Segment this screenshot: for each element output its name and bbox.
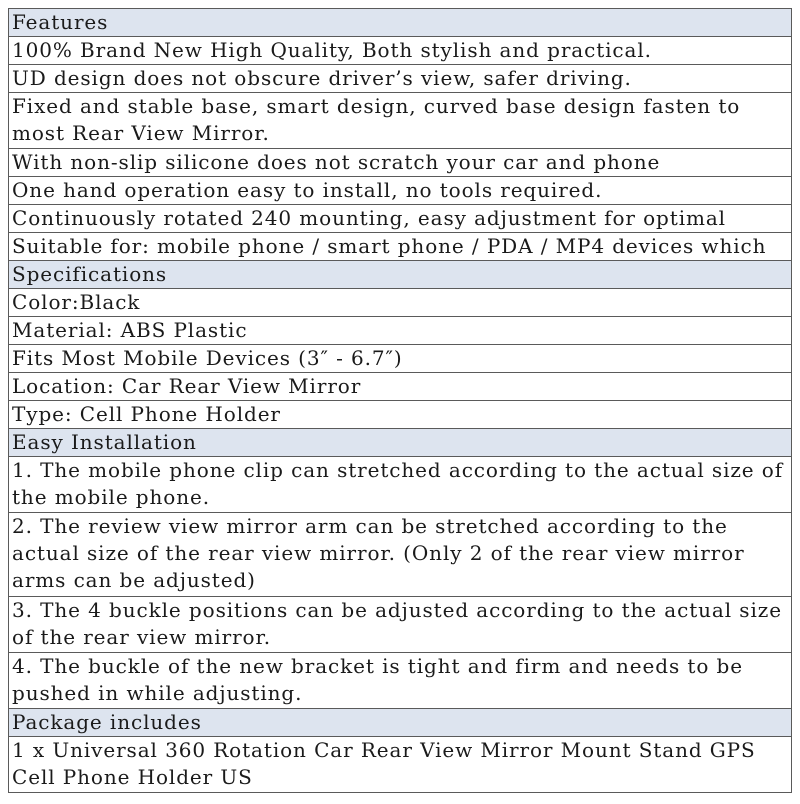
section-heading-package-includes: Package includes xyxy=(8,709,792,737)
installation-step: 3. The 4 buckle positions can be adjusted according to the actual size of the rear view mirror. xyxy=(8,597,792,653)
spec-item: Location: Car Rear View Mirror xyxy=(8,373,792,401)
feature-item: UD design does not obscure driver’s view, safer driving. xyxy=(8,65,792,93)
feature-item: Continuously rotated 240 mounting, easy adjustment for optimal xyxy=(8,205,792,233)
product-info-table xyxy=(8,8,792,793)
spec-item: Material: ABS Plastic xyxy=(8,317,792,345)
spec-item: Fits Most Mobile Devices (3″ - 6.7″) xyxy=(8,345,792,373)
feature-item: 100% Brand New High Quality, Both stylish and practical. xyxy=(8,37,792,65)
installation-step: 1. The mobile phone clip can stretched according to the actual size of the mobile phone. xyxy=(8,457,792,513)
feature-item: Suitable for: mobile phone / smart phone / PDA / MP4 devices which xyxy=(8,233,792,261)
section-heading-specifications: Specifications xyxy=(8,261,792,289)
feature-item: Fixed and stable base, smart design, curved base design fasten to most Rear View Mirror. xyxy=(8,93,792,149)
installation-step: 2. The review view mirror arm can be stretched according to the actual size of the rear view mirror. (Only 2 of the rear view mirror arms can be adjusted) xyxy=(8,513,792,597)
section-heading-easy-installation: Easy Installation xyxy=(8,429,792,457)
installation-step: 4. The buckle of the new bracket is tight and firm and needs to be pushed in while adjusting. xyxy=(8,653,792,709)
section-heading-features: Features xyxy=(8,9,792,37)
spec-item: Color:Black xyxy=(8,289,792,317)
spec-item: Type: Cell Phone Holder xyxy=(8,401,792,429)
feature-item: One hand operation easy to install, no tools required. xyxy=(8,177,792,205)
feature-item: With non-slip silicone does not scratch your car and phone xyxy=(8,149,792,177)
package-item: 1 x Universal 360 Rotation Car Rear View Mirror Mount Stand GPS Cell Phone Holder US xyxy=(8,737,792,793)
